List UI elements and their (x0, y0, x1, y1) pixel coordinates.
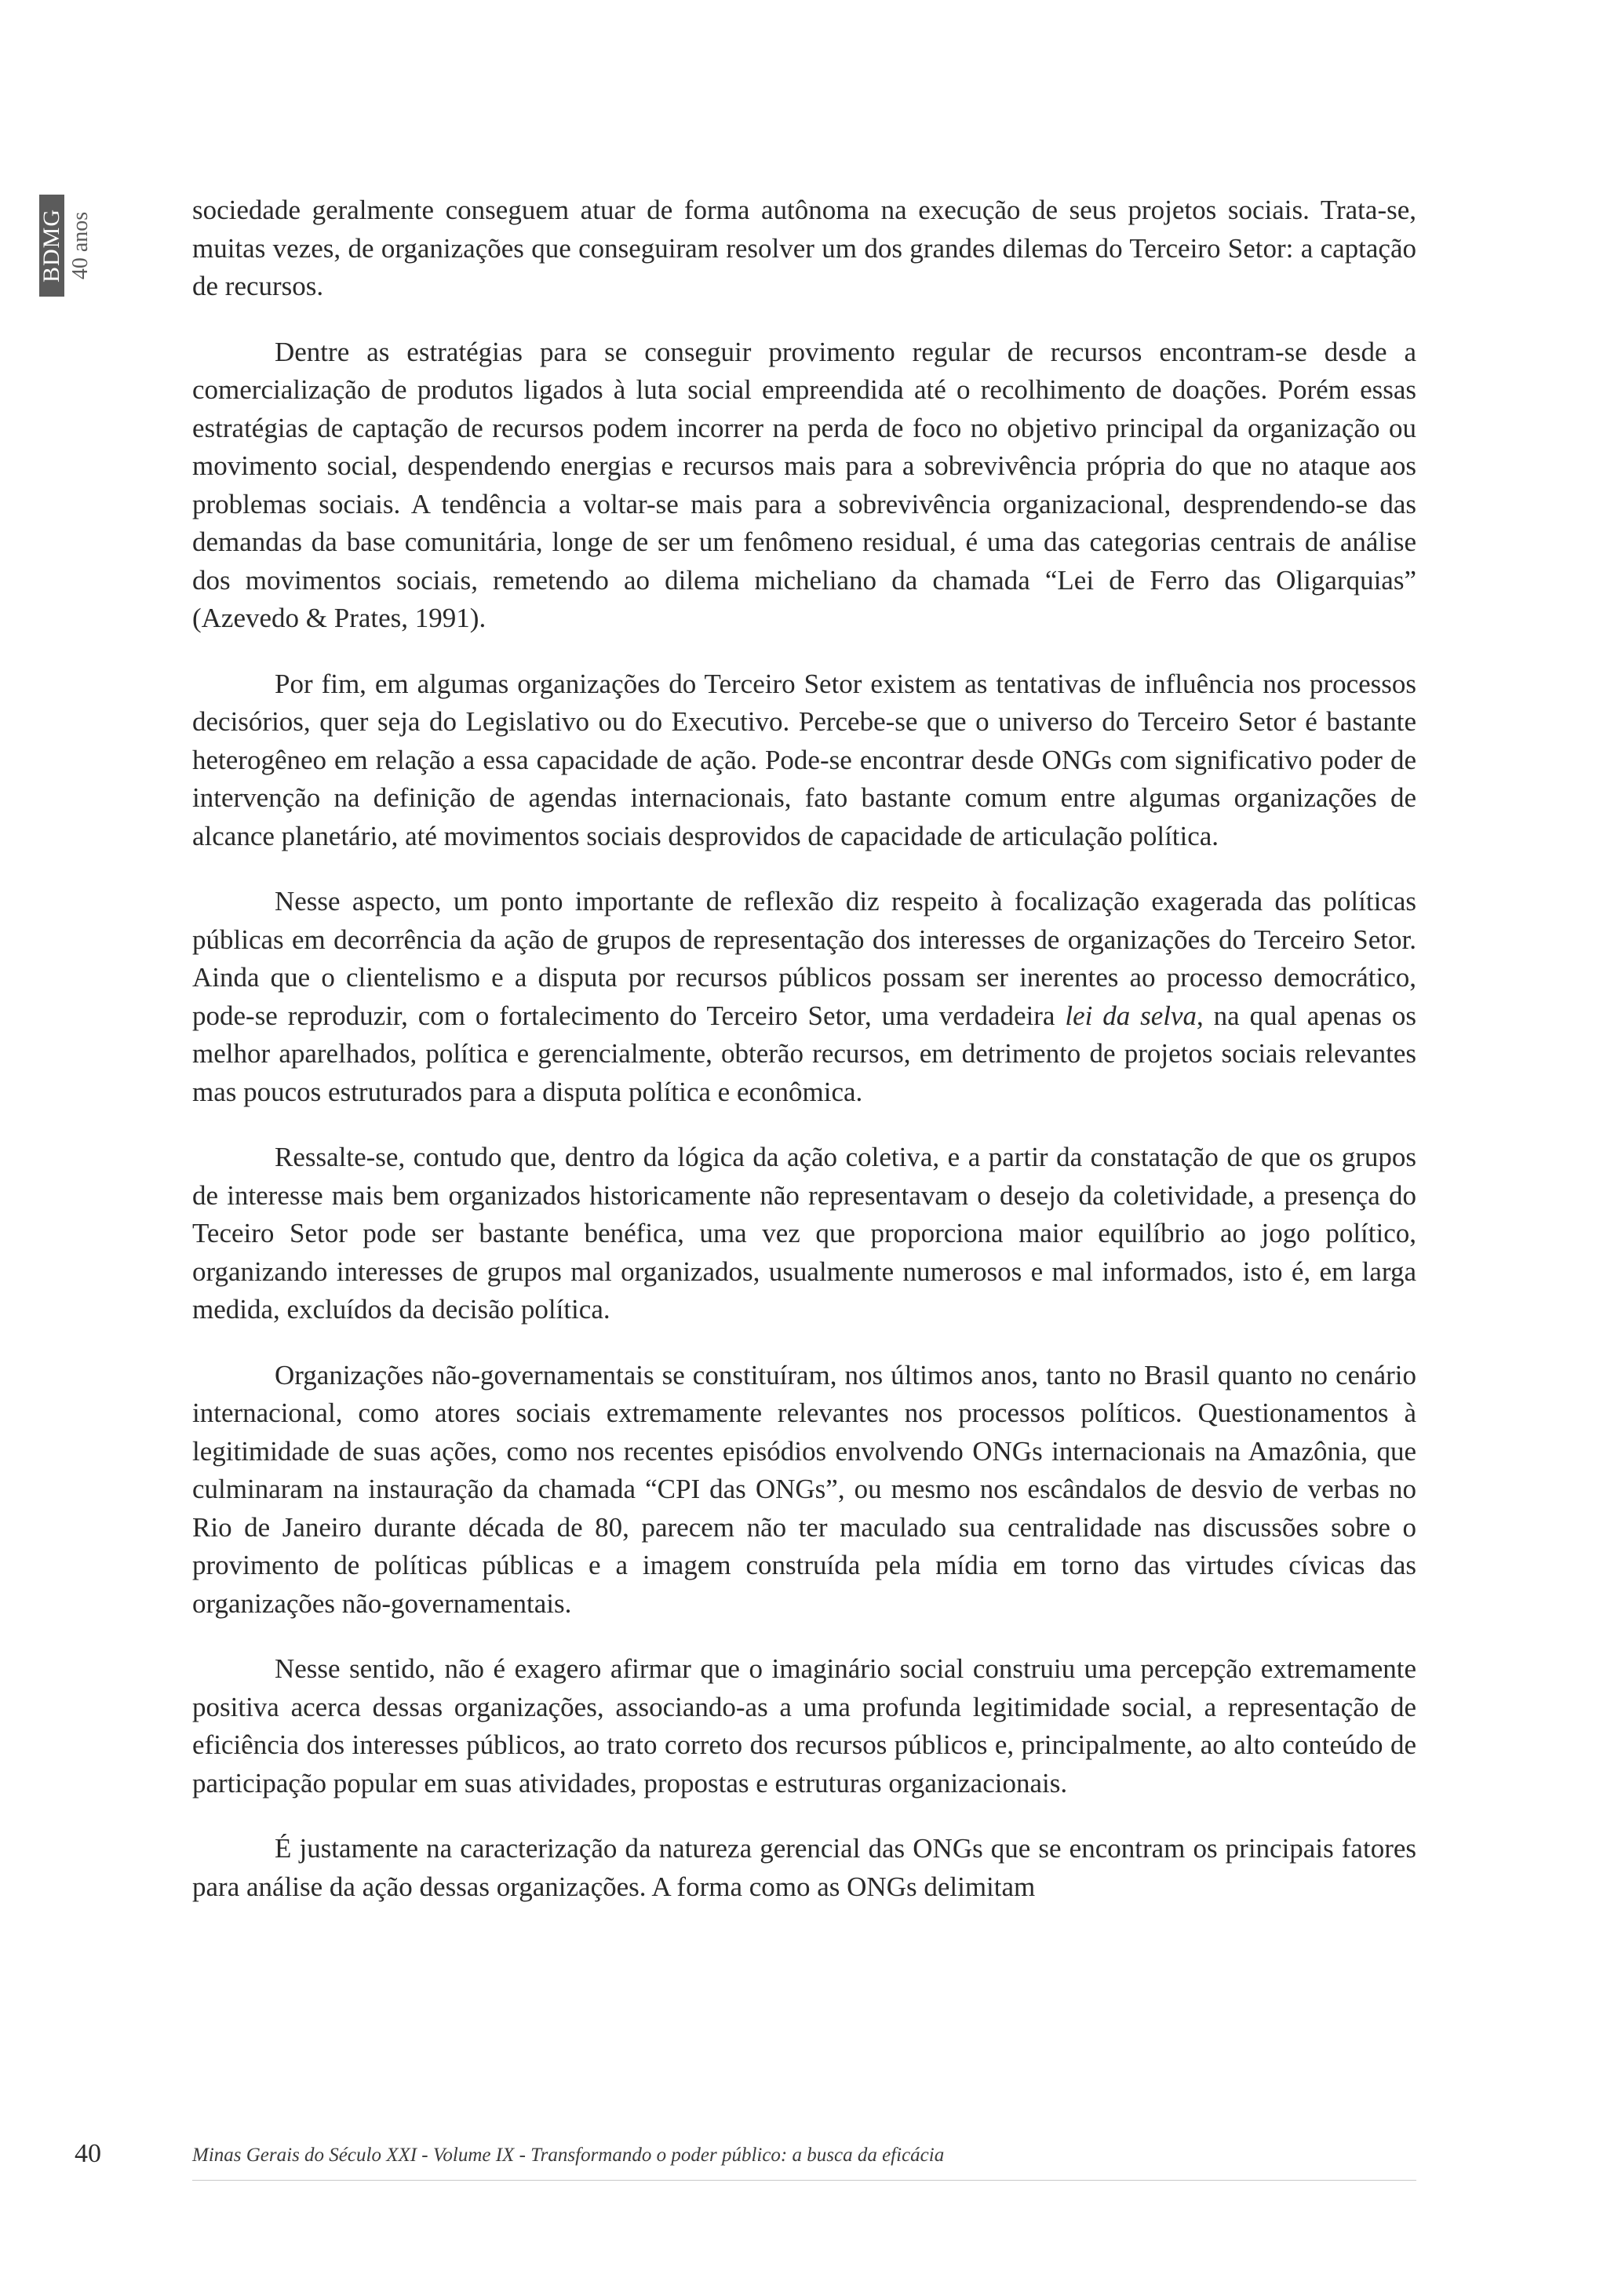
paragraph-4-after: , na qual apenas os melhor aparelhados, política e gerencialmente, obterão recursos, em detrimento de projetos sociais relevantes mas poucos estruturados para a disputa política e econômica. (192, 1000, 1416, 1107)
page-number: 40 (75, 2139, 101, 2168)
paragraph-1: sociedade geralmente conseguem atuar de forma autônoma na execução de seus projetos sociais. Trata-se, muitas vezes, de organizações que conseguiram resolver um dos grandes dilemas do Terceiro Setor: a captação de recursos. (192, 195, 1416, 301)
paragraph-6: Organizações não-governamentais se constituíram, nos últimos anos, tanto no Brasil quanto no cenário internacional, como atores sociais extremamente relevantes nos processos políticos. Questionamentos à legitimidade de suas ações, como nos recentes episódios envolvendo ONGs internacionais na Amazônia, que culminaram na instauração da chamada “CPI das ONGs”, ou mesmo nos escândalos de desvio de verbas no Rio de Janeiro durante década de 80, parecem não ter maculado sua centralidade nas discussões sobre o provimento de políticas públicas e a imagem construída pela mídia em torno das virtudes cívicas das organizações não-governamentais. (192, 1359, 1416, 1619)
paragraph-5: Ressalte-se, contudo que, dentro da lógica da ação coletiva, e a partir da constatação de que os grupos de interesse mais bem organizados historicamente não representavam o desejo da coletividade, a presença do Teceiro Setor pode ser bastante benéfica, uma vez que proporciona maior equilíbrio ao jogo político, organizando interesses de grupos mal organizados, usualmente numerosos e mal informados, isto é, em larga medida, excluídos da decisão política. (192, 1142, 1416, 1325)
paragraph-2: Dentre as estratégias para se conseguir provimento regular de recursos encontram-se desde a comercialização de produtos ligados à luta social empreendida até o recolhimento de doações. Porém essas estratégias de captação de recursos podem incorrer na perda de foco no objetivo principal da organização ou movimento social, despendendo energias e recursos mais para a sobrevivência própria do que no ataque aos problemas sociais. A tendência a voltar-se mais para a sobrevivência organizacional, desprendendo-se das demandas da base comunitária, longe de ser um fenômeno residual, é uma das categorias centrais de análise dos movimentos sociais, remetendo ao dilema micheliano da chamada “Lei de Ferro das Oligarquias” (Azevedo & Prates, 1991). (192, 336, 1416, 633)
paragraph-3: Por fim, em algumas organizações do Terceiro Setor existem as tentativas de influência nos processos decisórios, quer seja do Legislativo ou do Executivo. Percebe-se que o universo do Terceiro Setor é bastante heterogêneo em relação a essa capacidade de ação. Pode-se encontrar desde ONGs com significativo poder de intervenção na definição de agendas internacionais, fato bastante comum entre algumas organizações de alcance planetário, até movimentos sociais desprovidos de capacidade de articulação política. (192, 668, 1416, 851)
logo-brand-text: BDMG (38, 208, 65, 283)
paragraph-4-before: Nesse aspecto, um ponto importante de reflexão diz respeito à focalização exagerada das políticas públicas em decorrência da ação de grupos de representação dos interesses de organizações do Terceiro Setor. Ainda que o clientelismo e a disputa por recursos públicos possam ser inerentes ao processo democrático, pode-se reproduzir, com o fortalecimento do Terceiro Setor, uma verdadeira (192, 886, 1416, 1031)
logo-subtitle-text: 40 anos (68, 211, 93, 280)
logo-brand-block (39, 195, 64, 297)
paragraph-7: Nesse sentido, não é exagero afirmar que o imaginário social construiu uma percepção extremamente positiva acerca dessas organizações, associando-as a uma profunda legitimidade social, a representação de eficiência dos interesses públicos, ao trato correto dos recursos públicos e, principalmente, ao alto conteúdo de participação popular em suas atividades, propostas e estruturas organizacionais. (192, 1653, 1416, 1799)
running-footer-title: Minas Gerais do Século XXI - Volume IX - Transformando o poder público: a busca da eficácia (192, 2145, 945, 2166)
paragraph-8: É justamente na caracterização da natureza gerencial das ONGs que se encontram os principais fatores para análise da ação dessas organizações. A forma como as ONGs delimitam (192, 1833, 1416, 1902)
logo-subtitle-block (67, 195, 94, 297)
footer-divider (192, 2180, 1416, 2181)
bdmg-logo (39, 195, 102, 297)
body-text (192, 191, 1416, 1933)
paragraph-4 (192, 883, 1416, 1111)
paragraph-4-emphasis: lei da selva (1065, 1000, 1197, 1031)
